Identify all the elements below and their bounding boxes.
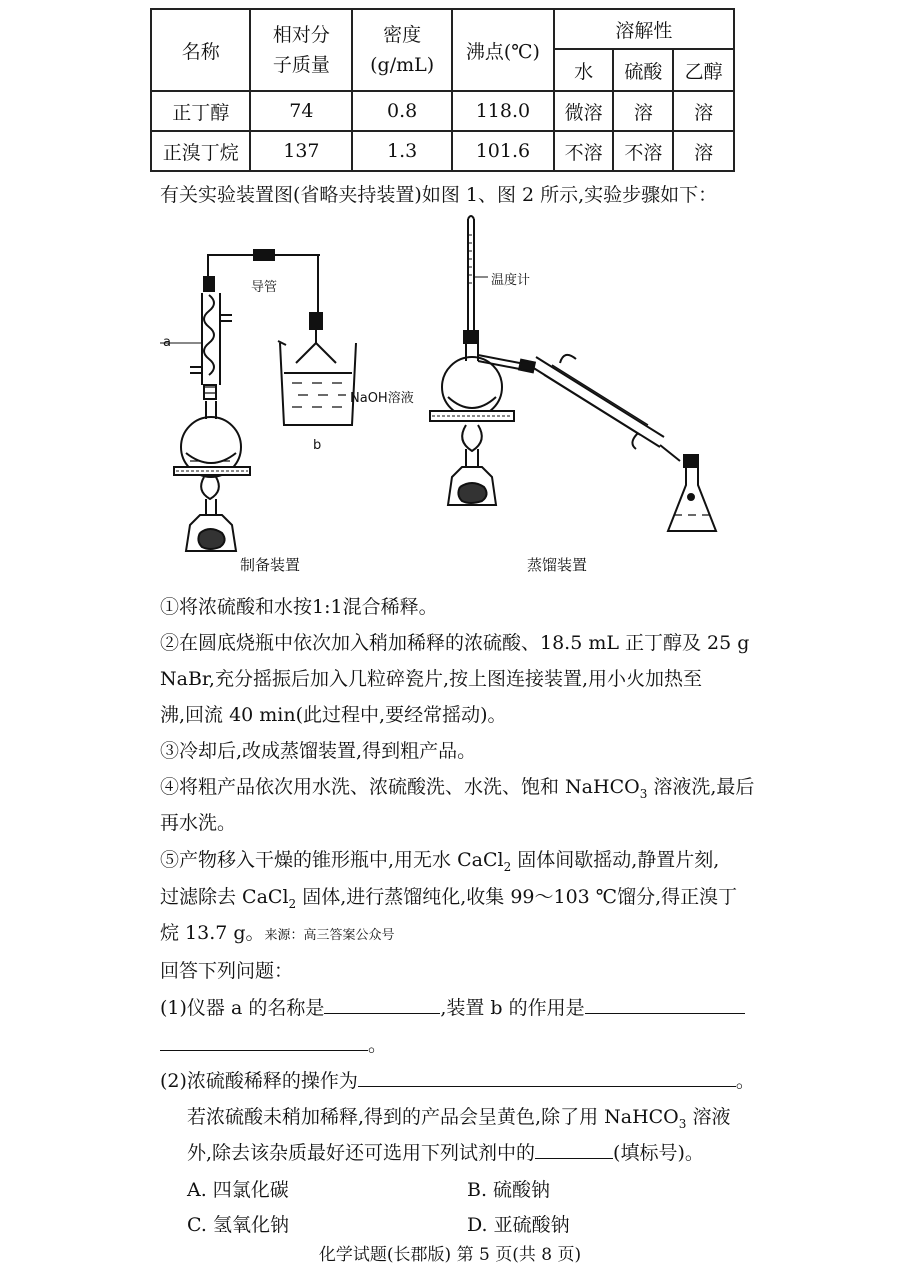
cell-acid: 不溶 (613, 131, 673, 171)
cell-bp: 118.0 (452, 91, 554, 131)
label-thermometer: 温度计 (491, 273, 531, 288)
cell-name: 正溴丁烷 (151, 131, 250, 171)
label-b: b (313, 438, 322, 453)
step-5-line3: 烷 13.7 g。来源：高三答案公众号 (160, 922, 395, 944)
caption-right: 蒸馏装置 (527, 556, 588, 574)
header-sulfuric-acid: 硫酸 (613, 49, 673, 91)
cell-density: 1.3 (352, 131, 452, 171)
question-1-cont: 。 (160, 1030, 387, 1057)
cell-density: 0.8 (352, 91, 452, 131)
label-a: a (163, 335, 171, 350)
step-2-line1: ②在圆底烧瓶中依次加入稍加稀释的浓硫酸、18.5 mL 正丁醇及 25 g (160, 632, 750, 654)
header-boiling-point: 沸点(℃) (452, 9, 554, 91)
answer-blank-2[interactable] (585, 995, 745, 1014)
cell-water: 微溶 (554, 91, 614, 131)
cell-bp: 101.6 (452, 131, 554, 171)
step-2-line2: NaBr,充分摇振后加入几粒碎瓷片,按上图连接装置,用小火加热至 (160, 668, 703, 690)
header-density: 密度 (g/mL) (352, 9, 452, 91)
table-row (151, 131, 734, 171)
cell-name: 正丁醇 (151, 91, 250, 131)
header-water: 水 (554, 49, 614, 91)
cell-ethanol: 溶 (673, 91, 734, 131)
source-note: 来源：高三答案公众号 (264, 928, 395, 943)
question-2-line3: 外,除去该杂质最好还可选用下列试剂中的 (填标号)。 (187, 1142, 704, 1164)
step-1: ①将浓硫酸和水按1:1混合稀释。 (160, 596, 438, 618)
answer-blank-5[interactable] (535, 1140, 613, 1159)
caption-left: 制备装置 (240, 556, 301, 574)
option-c: C. 氢氧化钠 (187, 1214, 289, 1236)
question-2-line2: 若浓硫酸未稍加稀释,得到的产品会呈黄色,除了用 NaHCO$_3$ 溶液 (187, 1106, 731, 1131)
step-4-line1: ④将粗产品依次用水洗、浓硫酸洗、水洗、饱和 NaHCO$_3$ 溶液洗,最后 (160, 776, 755, 801)
answer-blank-4[interactable] (358, 1068, 736, 1087)
label-naoh: NaOH溶液 (350, 391, 414, 406)
cell-mass: 74 (250, 91, 352, 131)
header-ethanol: 乙醇 (673, 49, 734, 91)
header-solubility: 溶解性 (554, 9, 734, 49)
question-1: (1)仪器 a 的名称是 ,装置 b 的作用是 (160, 993, 745, 1020)
option-b: B. 硫酸钠 (467, 1179, 551, 1201)
questions-lead: 回答下列问题： (160, 960, 294, 982)
header-mass: 相对分子质量 (250, 9, 352, 91)
cell-ethanol: 溶 (673, 131, 734, 171)
step-5-line2: 过滤除去 CaCl$_2$ 固体,进行蒸馏纯化,收集 99～103 ℃馏分,得正溴丁 (160, 886, 738, 911)
page-footer: 化学试题(长郡版) 第 5 页(共 8 页) (318, 1245, 582, 1265)
cell-water: 不溶 (554, 131, 614, 171)
answer-blank-3[interactable] (160, 1032, 368, 1051)
option-d: D. 亚硫酸钠 (467, 1214, 570, 1236)
header-name: 名称 (151, 9, 250, 91)
option-a: A. 四氯化碳 (187, 1179, 289, 1201)
question-2: (2)浓硫酸稀释的操作为 。 (160, 1070, 755, 1092)
table-row (151, 91, 734, 131)
step-5-line1: ⑤产物移入干燥的锥形瓶中,用无水 CaCl$_2$ 固体间歇摇动,静置片刻, (160, 849, 720, 874)
step-2-line3: 沸,回流 40 min(此过程中,要经常摇动)。 (160, 704, 507, 726)
step-3: ③冷却后,改成蒸馏装置,得到粗产品。 (160, 740, 477, 762)
apparatus-figure (160, 215, 740, 585)
cell-mass: 137 (250, 131, 352, 171)
label-daoguan: 导管 (251, 280, 278, 295)
properties-table (150, 8, 735, 172)
cell-acid: 溶 (613, 91, 673, 131)
intro-text: 有关实验装置图(省略夹持装置)如图 1、图 2 所示,实验步骤如下： (160, 184, 718, 206)
answer-blank-1[interactable] (324, 995, 440, 1014)
step-4-line2: 再水洗。 (160, 812, 237, 834)
